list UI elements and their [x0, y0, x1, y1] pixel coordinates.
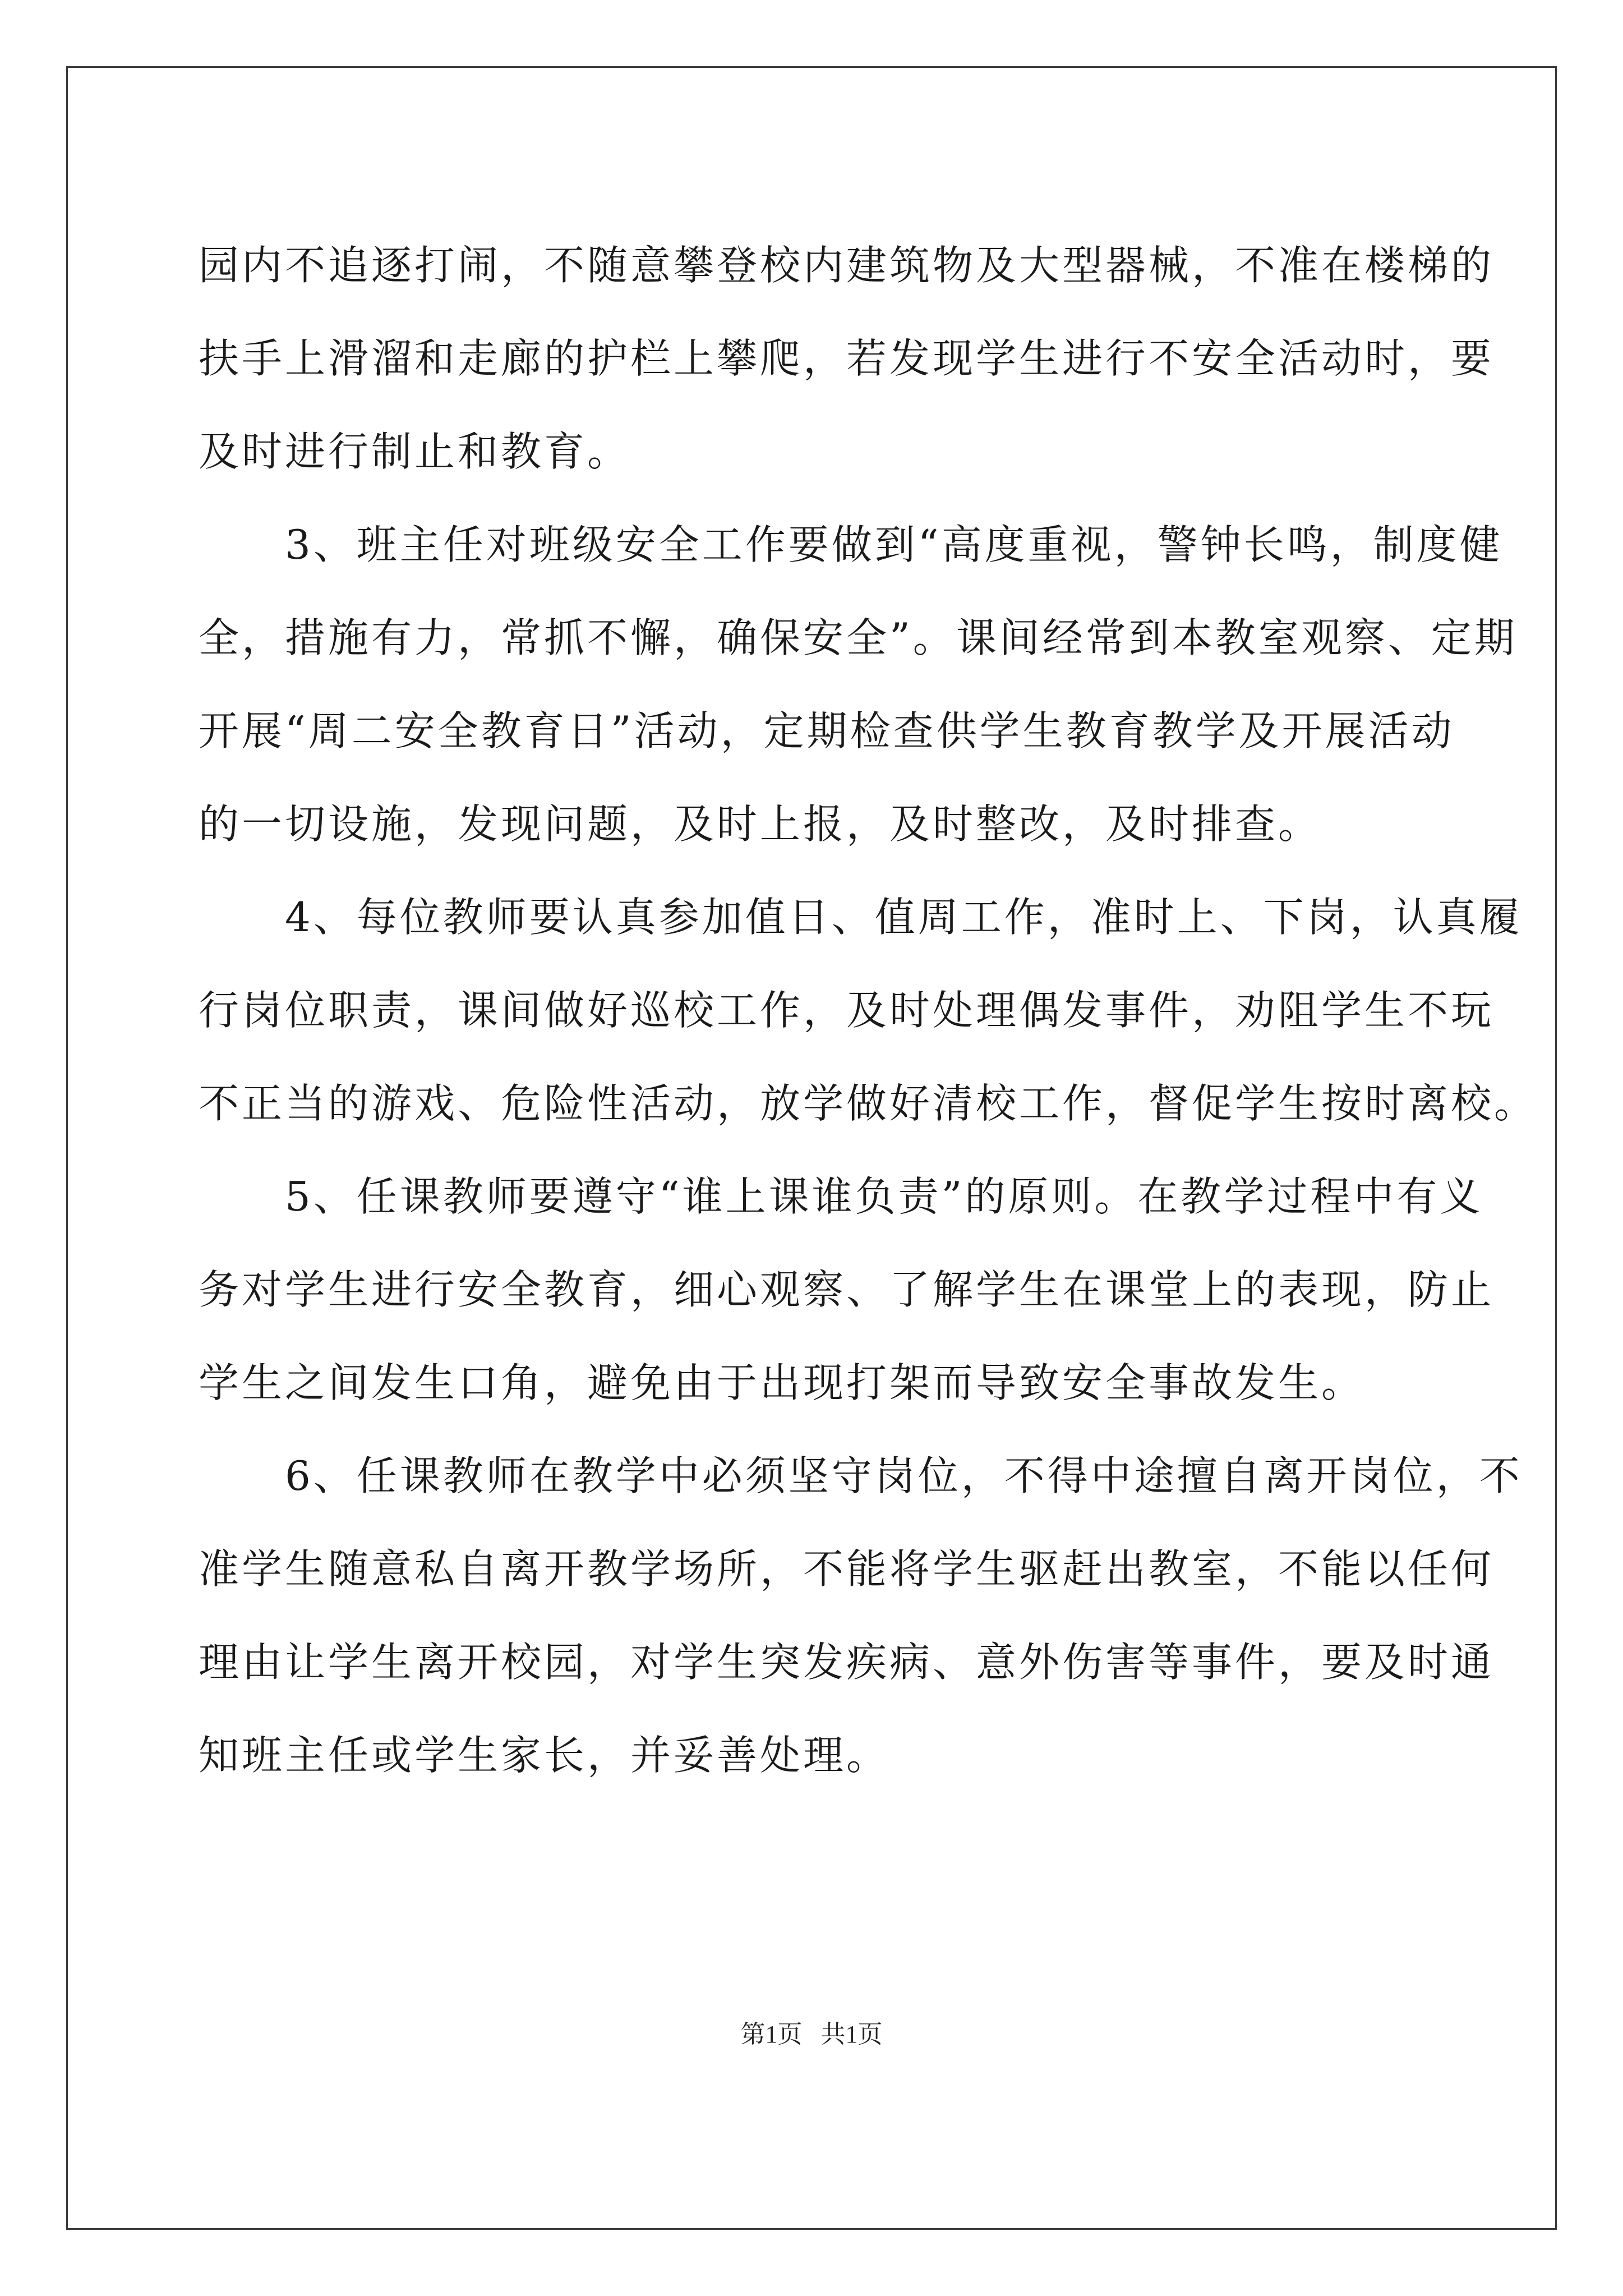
page-number-footer: 第1页 共1页 — [740, 2021, 883, 2048]
text-line: 5、任课教师要遵守“谁上课谁负责”的原则。在教学过程中有义 — [199, 1173, 1483, 1220]
text-line: 全，措施有力，常抓不懈，确保安全”。课间经常到本教室观察、定期 — [199, 614, 1518, 661]
text-line: 准学生随意私自离开教学场所，不能将学生驱赶出教室，不能以任何 — [199, 1545, 1495, 1593]
text-line: 3、班主任对班级安全工作要做到“高度重视，警钟长鸣，制度健 — [199, 521, 1503, 568]
text-line: 园内不追逐打闹，不随意攀登校内建筑物及大型器械，不准在楼梯的 — [199, 242, 1495, 289]
document-body — [199, 219, 1538, 1802]
text-line: 开展“周二安全教育日”活动，定期检查供学生教育教学及开展活动 — [199, 707, 1455, 754]
text-line: 务对学生进行安全教育，细心观察、了解学生在课堂上的表现，防止 — [199, 1266, 1495, 1313]
text-line: 的一切设施，发现问题，及时上报，及时整改，及时排查。 — [199, 800, 1322, 848]
text-line: 6、任课教师在教学中必须坚守岗位，不得中途擅自离开岗位，不 — [199, 1452, 1523, 1499]
text-line: 行岗位职责，课间做好巡校工作，及时处理偶发事件，劝阻学生不玩 — [199, 987, 1495, 1034]
text-line: 学生之间发生口角，避免由于出现打架而导致安全事故发生。 — [199, 1359, 1365, 1406]
text-line: 扶手上滑溜和走廊的护栏上攀爬，若发现学生进行不安全活动时，要 — [199, 335, 1495, 382]
text-line: 及时进行制止和教育。 — [199, 428, 631, 475]
text-line: 不正当的游戏、危险性活动，放学做好清校工作，督促学生按时离校。 — [199, 1080, 1538, 1127]
text-line: 4、每位教师要认真参加值日、值周工作，准时上、下岗，认真履 — [199, 894, 1523, 941]
text-line: 理由让学生离开校园，对学生突发疾病、意外伤害等事件，要及时通 — [199, 1639, 1495, 1686]
text-line: 知班主任或学生家长，并妥善处理。 — [199, 1732, 890, 1779]
